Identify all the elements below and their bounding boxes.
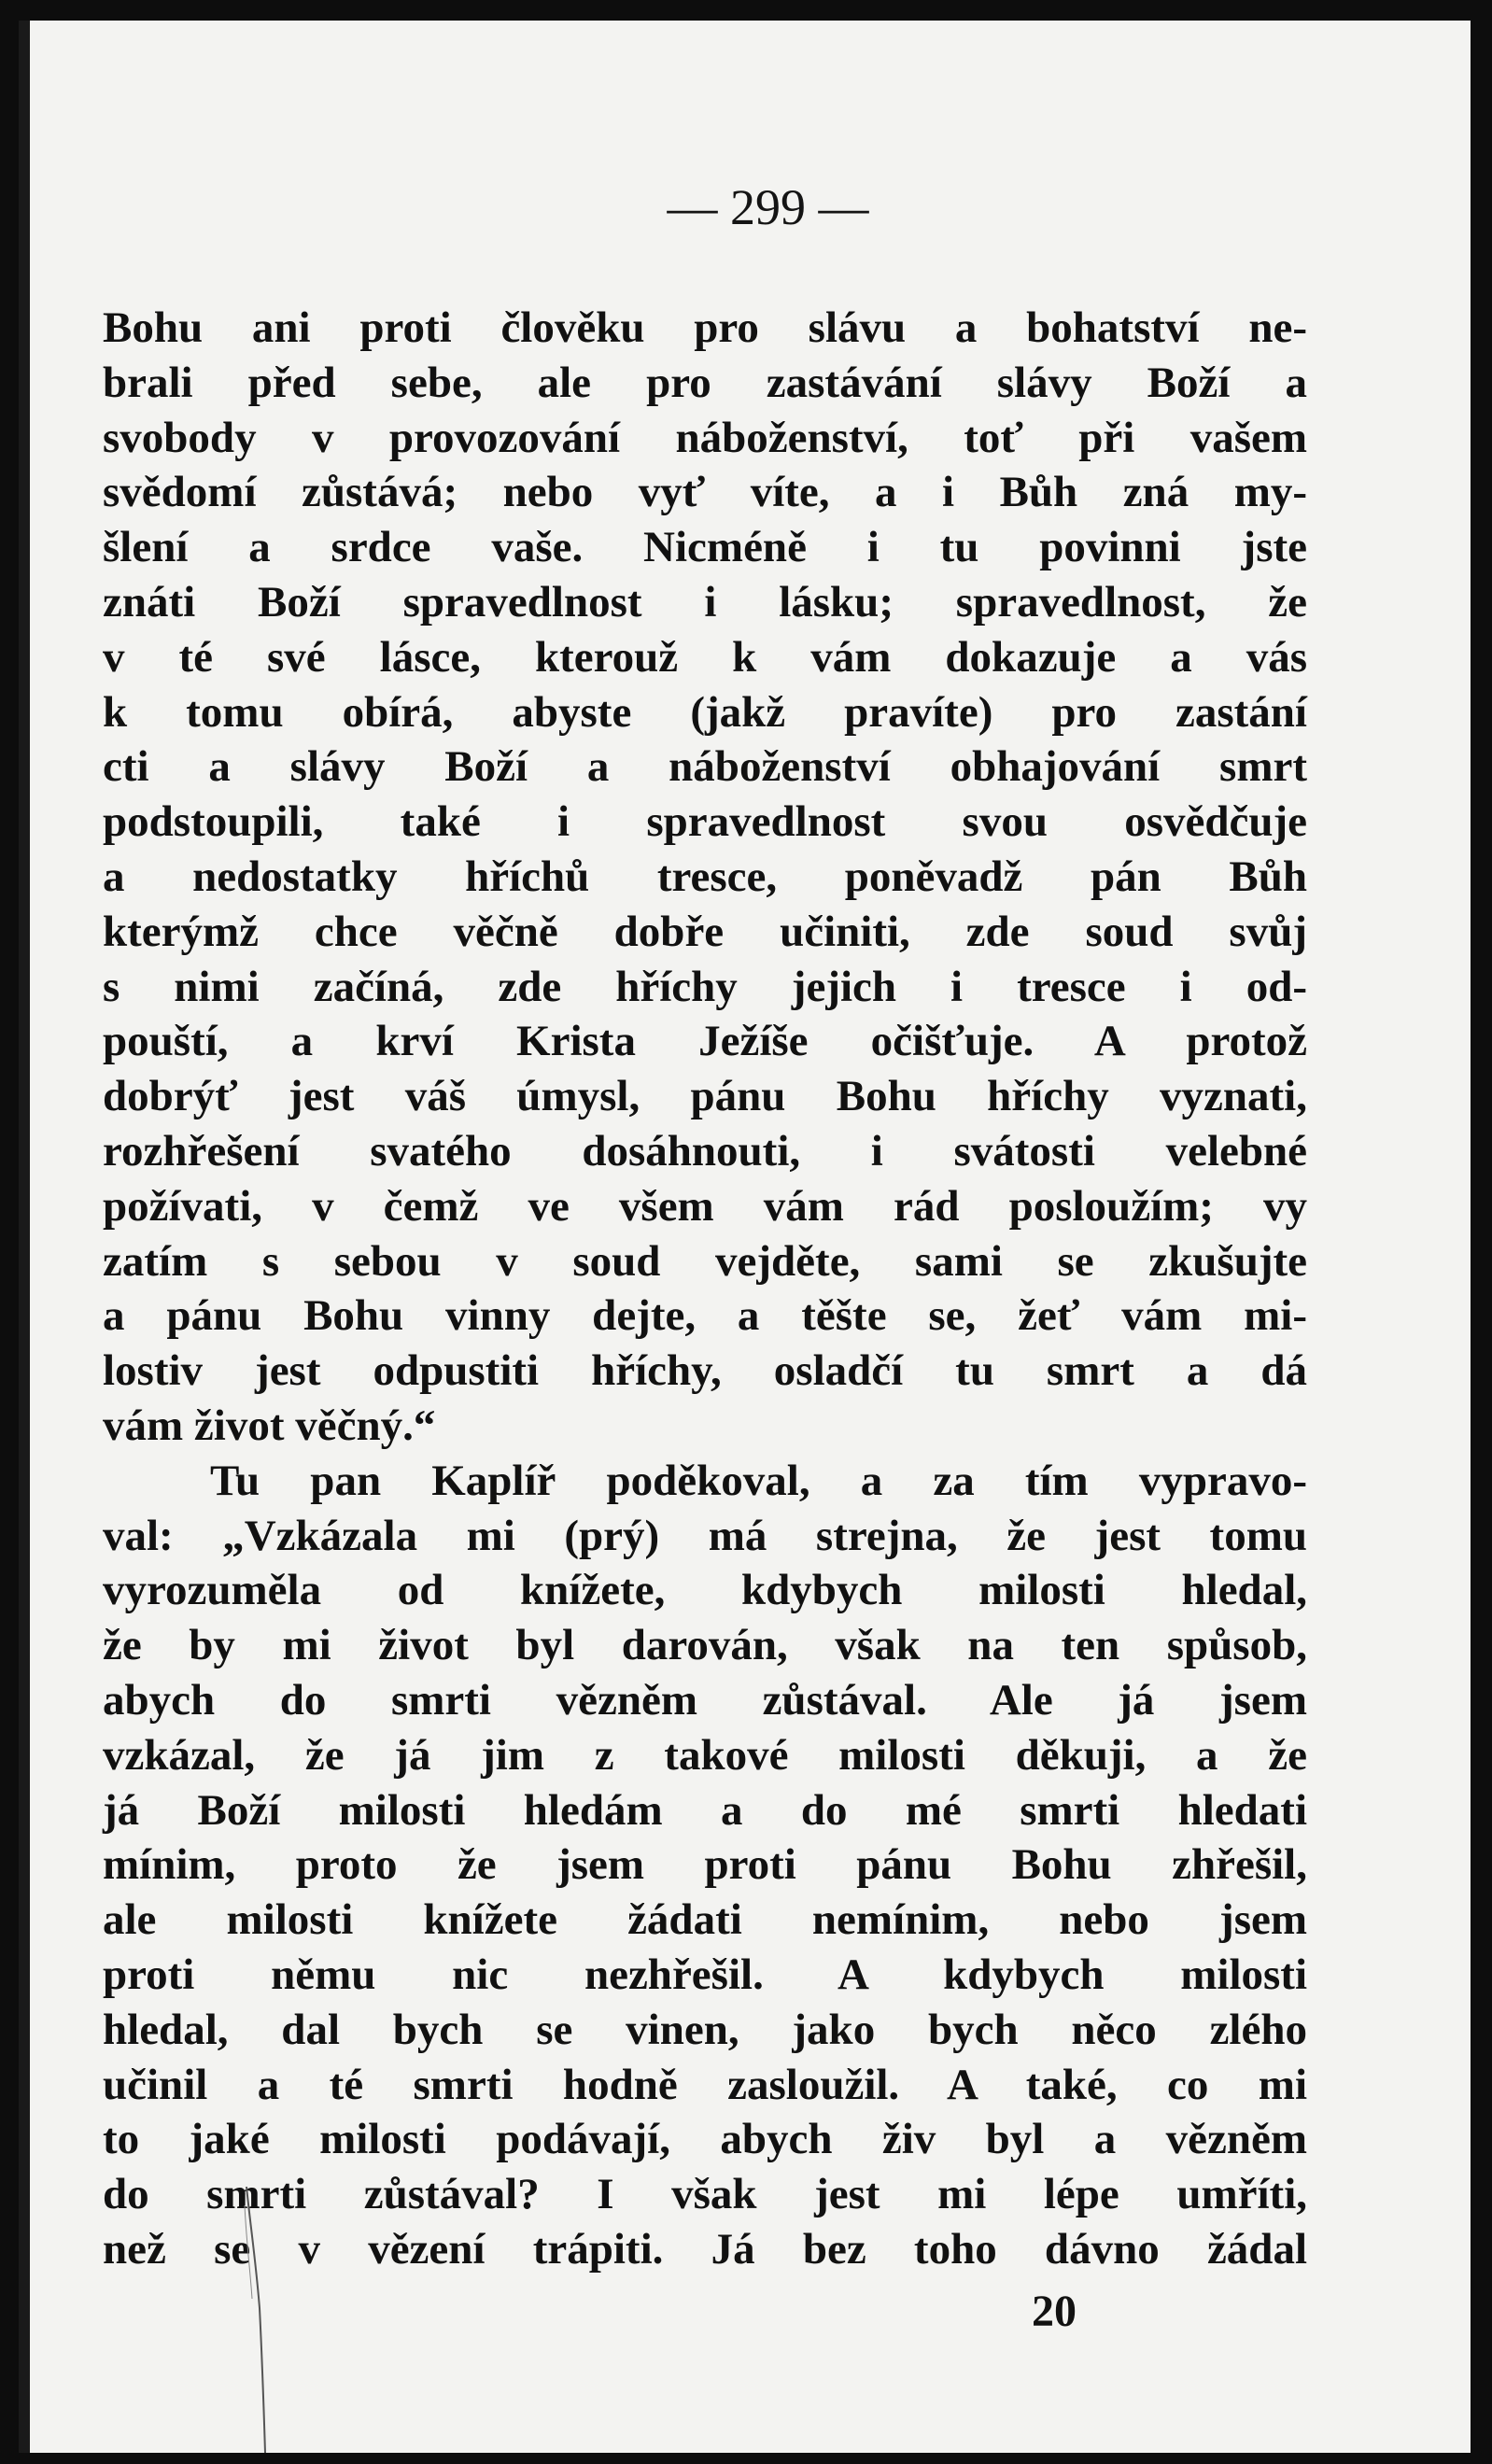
text-line: k tomu obírá, abyste (jakž pravíte) pro zastání [103,687,1307,737]
paper-crease [243,2187,271,2453]
signature-mark: 20 [1032,2287,1077,2336]
text-line: Bohu ani proti člověku pro slávu a bohatství ne- [103,303,1307,352]
text-line: mínim, proto že jsem proti pánu Bohu zhřešil, [103,1840,1307,1890]
text-line: pouští, a krví Krista Ježíše očišťuje. A protož [103,1017,1307,1066]
text-line: vám život věčný.“ [103,1401,436,1450]
text-line: zatím s sebou v soud vejděte, sami se zkušujte [103,1236,1307,1286]
text-line: abych do smrti vězněm zůstával. Ale já jsem [103,1675,1307,1725]
book-page [19,21,1471,2453]
text-line: podstoupili, také i spravedlnost svou osvědčuje [103,797,1307,847]
text-line: to jaké milosti podávají, abych živ byl a vězněm [103,2115,1307,2164]
text-line: vyrozuměla od knížete, kdybych milosti hledal, [103,1566,1307,1615]
text-line: požívati, v čemž ve všem vám rád posloužím; vy [103,1181,1307,1231]
text-line: a pánu Bohu vinny dejte, a těšte se, žeť vám mi- [103,1291,1307,1341]
text-line: kterýmž chce věčně dobře učiniti, zde soud svůj [103,907,1307,956]
text-line: a nedostatky hříchů tresce, poněvadž pán Bůh [103,852,1307,901]
text-line: cti a slávy Boží a náboženství obhajování smrt [103,742,1307,792]
page-edge [19,21,30,2453]
text-line: vzkázal, že já jim z takové milosti děkuji, a že [103,1730,1307,1780]
text-line: svědomí zůstává; nebo vyť víte, a i Bůh zná my- [103,468,1307,517]
text-line: ale milosti knížete žádati nemínim, nebo jsem [103,1895,1307,1945]
text-line: dobrýť jest váš úmysl, pánu Bohu hříchy vyznati, [103,1072,1307,1121]
text-line: než se v vězení trápiti. Já bez toho dávno žádal [103,2224,1307,2274]
text-line: do smrti zůstával? I však jest mi lépe umříti, [103,2170,1307,2219]
text-line: proti němu nic nezhřešil. A kdybych milosti [103,1950,1307,1999]
text-line: svobody v provozování náboženství, toť při vašem [103,413,1307,462]
text-line: já Boží milosti hledám a do mé smrti hledati [103,1785,1307,1835]
text-line: rozhřešení svatého dosáhnouti, i svátosti velebné [103,1126,1307,1176]
text-line: znáti Boží spravedlnost i lásku; spravedlnost, že [103,577,1307,627]
text-line: v té své lásce, kterouž k vám dokazuje a vás [103,632,1307,682]
text-line: hledal, dal bych se vinen, jako bych něco zlého [103,2005,1307,2054]
text-line: Tu pan Kaplíř poděkoval, a za tím vypravo- [210,1456,1307,1505]
text-line: šlení a srdce vaše. Nicméně i tu povinni jste [103,523,1307,572]
text-line: s nimi začíná, zde hříchy jejich i tresce i od- [103,962,1307,1011]
text-line: učinil a té smrti hodně zasloužil. A také, co mi [103,2060,1307,2109]
body-text [103,301,1307,2277]
text-line: lostiv jest odpustiti hříchy, osladčí tu smrt a dá [103,1346,1307,1396]
text-line: brali před sebe, ale pro zastávání slávy Boží a [103,358,1307,407]
page-number: — 299 — [667,179,869,235]
text-line: že by mi život byl darován, však na ten spůsob, [103,1621,1307,1670]
text-line: val: „Vzkázala mi (prý) má strejna, že jest tomu [103,1511,1307,1560]
